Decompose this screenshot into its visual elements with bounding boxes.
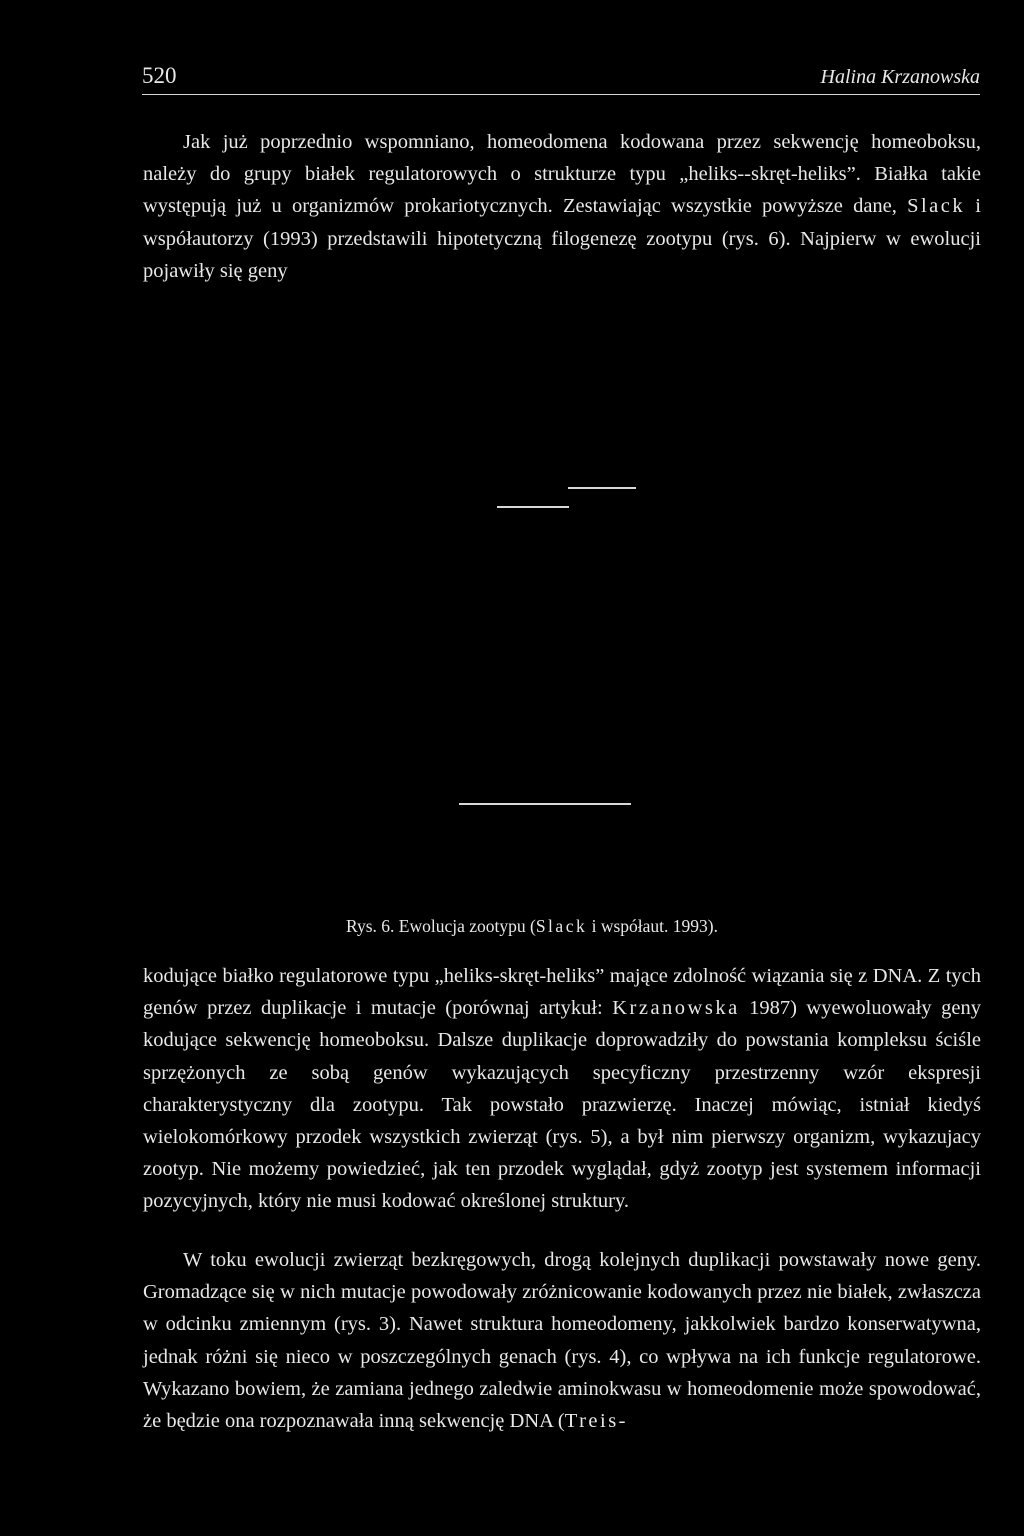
page-number: 520 <box>142 63 177 88</box>
paragraph-1-text-b: i współautorzy (1993) przedstawili hipotetyczną filogenezę zootypu (rys. 6). Najpierw w ewolucji pojawiły się geny <box>143 195 981 282</box>
paragraph-3-text-a: W toku ewolucji zwierząt bezkręgowych, drogą kolejnych duplikacji powstawały nowe geny. Gromadzące się w nich mutacje powodowały zróżnicowanie kodowanych przez nie białek, zwłaszcza w odcinku zmiennym (rys. 3). Nawet struktura homeodomeny, jakkolwiek bardzo konserwatywna, jednak różni się nieco w poszczególnych genach (rys. 4), co wpływa na ich funkcje regulatorowe. Wykazano bowiem, że zamiana jednego zaledwie aminokwasu w homeodomenie może spowodować, że będzie ona rozpoznawała inną sekwencję DNA ( <box>143 1249 981 1433</box>
page-header <box>142 62 980 95</box>
caption-text-a: Rys. 6. Ewolucja zootypu ( <box>346 916 536 936</box>
figure-line <box>497 506 569 508</box>
paragraph-2-text-a: kodujące białko regulatorowe typu „heliks-skręt-heliks” mające zdolność wiązania się z DNA. Z tych genów przez duplikacje i mutacje (porównaj artykuł: <box>143 965 981 1020</box>
paragraph-1-text-a: Jak już poprzednio wspomniano, homeodomena kodowana przez sekwencję homeoboksu, należy do grupy białek regulatorowych o strukturze typu „heliks--skręt-heliks”. Białka takie występują już u organizmów prokariotycznych. Zestawiając wszystkie powyższe dane, <box>143 131 981 218</box>
paragraph-2 <box>143 960 981 1218</box>
running-head: Halina Krzanowska <box>820 66 980 88</box>
figure-caption <box>0 914 1024 938</box>
paragraph-2-text-b: 1987) wyewoluowały geny kodujące sekwencję homeoboksu. Dalsze duplikacje doprowadziły do powstania kompleksu ściśle sprzężonych ze sobą genów wykazujących specyficzny przestrzenny wzór ekspresji charakterystyczny dla zootypu. Tak powstało prazwierzę. Inaczej mówiąc, istniał kiedyś wielokomórkowy przodek wszystkich zwierząt (rys. 5), a był nim pierwszy organizm, wykazujacy zootyp. Nie możemy powiedzieć, jak ten przodek wyglądał, gdyż zootyp jest systemem informacji pozycyjnych, który nie musi kodować określonej struktury. <box>143 997 981 1213</box>
author-name: Krzanowska <box>612 997 740 1020</box>
figure-line <box>459 803 631 805</box>
author-name: Slack <box>907 195 966 218</box>
caption-author: Slack <box>535 916 588 936</box>
paragraph-1 <box>143 126 981 287</box>
paragraph-3 <box>143 1244 981 1437</box>
author-name: Treis- <box>564 1410 628 1433</box>
figure-line <box>568 487 636 489</box>
caption-text-b: i współaut. 1993). <box>587 916 718 936</box>
